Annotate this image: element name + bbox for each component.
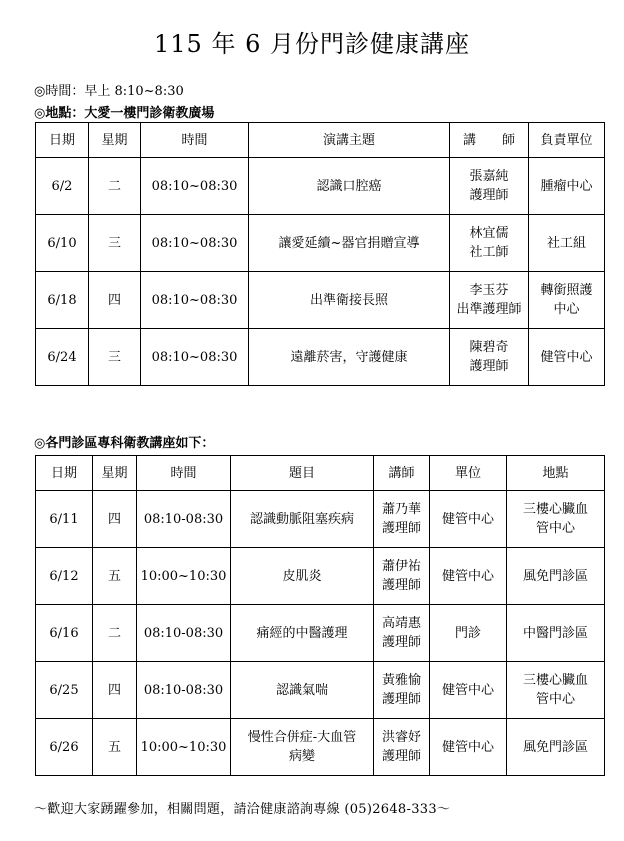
location-cell (507, 605, 605, 662)
date-cell: 6/25 (36, 662, 93, 719)
speaker-cell-line: 護理師 (469, 188, 509, 203)
speaker-cell (450, 158, 529, 215)
speaker-cell-line: 高靖惠 (381, 616, 421, 631)
table-header-row (36, 456, 605, 491)
table-row (36, 719, 605, 776)
unit-cell (529, 329, 605, 386)
topic-cell (231, 662, 374, 719)
column-header: 講 師 (450, 123, 529, 158)
topic-cell (231, 491, 374, 548)
location-cell (507, 491, 605, 548)
weekday-cell: 三 (89, 215, 141, 272)
table-row (36, 605, 605, 662)
time-cell: 08:10~08:30 (141, 158, 249, 215)
column-header: 日期 (36, 456, 93, 491)
unit-cell (529, 158, 605, 215)
column-header: 時間 (137, 456, 231, 491)
column-header: 地點 (507, 456, 605, 491)
topic-cell-line: 認識動脈阻塞疾病 (249, 511, 354, 527)
topic-cell: 讓愛延續~器官捐贈宣導 (249, 215, 450, 272)
speaker-cell-line: 李玉芬 (469, 283, 509, 298)
time-cell: 08:10-08:30 (137, 491, 231, 548)
topic-cell (231, 548, 374, 605)
topic-cell-line: 皮肌炎 (282, 568, 322, 584)
main-schedule-table (35, 122, 605, 386)
location-cell-line: 風免門診區 (522, 739, 588, 755)
speaker-cell-line: 蕭伊祐 (381, 559, 421, 574)
column-header: 星期 (93, 456, 137, 491)
weekday-cell: 二 (93, 605, 137, 662)
time-cell: 08:10~08:30 (141, 329, 249, 386)
date-cell: 6/18 (36, 272, 89, 329)
topic-cell: 出準衛接長照 (249, 272, 450, 329)
weekday-cell: 五 (93, 719, 137, 776)
weekday-cell: 五 (93, 548, 137, 605)
unit-cell-line: 腫瘤中心 (540, 178, 593, 194)
speaker-cell-line: 護理師 (381, 692, 421, 707)
unit-cell: 健管中心 (430, 548, 507, 605)
location-cell (507, 662, 605, 719)
speaker-cell-line: 護理師 (381, 749, 421, 764)
speaker-cell-line: 護理師 (381, 521, 421, 536)
specialty-schedule-table (35, 455, 605, 776)
location-cell-line: 管中心 (535, 521, 575, 536)
unit-cell-line: 轉銜照護 (540, 283, 593, 298)
column-header: 負責單位 (529, 123, 605, 158)
table-row (36, 491, 605, 548)
date-cell: 6/16 (36, 605, 93, 662)
unit-cell-line: 中心 (553, 302, 580, 317)
column-header: 單位 (430, 456, 507, 491)
date-cell: 6/12 (36, 548, 93, 605)
topic-cell-line: 病變 (288, 749, 315, 764)
column-header: 星期 (89, 123, 141, 158)
location-cell-line: 三樓心臟血 (522, 673, 588, 688)
weekday-cell: 二 (89, 158, 141, 215)
column-header: 時間 (141, 123, 249, 158)
location-cell (507, 719, 605, 776)
unit-cell-line: 健管中心 (540, 349, 593, 365)
weekday-cell: 四 (89, 272, 141, 329)
speaker-cell (374, 662, 430, 719)
time-cell: 08:10~08:30 (141, 272, 249, 329)
date-cell: 6/11 (36, 491, 93, 548)
time-cell: 08:10~08:30 (141, 215, 249, 272)
weekday-cell: 四 (93, 662, 137, 719)
footer-note: ～歡迎大家踴躍參加，相關問題，請洽健康諮詢專線 (05)2648-333～ (34, 802, 451, 817)
location-cell-line: 風免門診區 (522, 568, 588, 584)
topic-cell (231, 605, 374, 662)
date-cell: 6/2 (36, 158, 89, 215)
page-title: 115 年 6 月份門診健康講座 (154, 30, 470, 58)
speaker-cell-line: 護理師 (469, 359, 509, 374)
location-cell (507, 548, 605, 605)
topic-cell: 遠離菸害，守護健康 (249, 329, 450, 386)
event-time: ◎時間：早上 8:10~8:30 (34, 84, 184, 99)
table-header-row (36, 123, 605, 158)
table-row (36, 548, 605, 605)
unit-cell-line: 社工組 (546, 235, 586, 251)
column-header: 演講主題 (249, 123, 450, 158)
table-row (36, 662, 605, 719)
speaker-cell-line: 蕭乃華 (381, 502, 421, 517)
date-cell: 6/26 (36, 719, 93, 776)
time-cell: 08:10-08:30 (137, 605, 231, 662)
unit-cell: 門診 (430, 605, 507, 662)
speaker-cell-line: 黃雅愉 (381, 673, 421, 688)
time-cell: 08:10-08:30 (137, 662, 231, 719)
speaker-cell (374, 548, 430, 605)
speaker-cell (374, 719, 430, 776)
date-cell: 6/24 (36, 329, 89, 386)
date-cell: 6/10 (36, 215, 89, 272)
table-row (36, 215, 605, 272)
column-header: 題目 (231, 456, 374, 491)
speaker-cell-line: 林宜儒 (469, 226, 509, 241)
speaker-cell (450, 215, 529, 272)
unit-cell: 健管中心 (430, 662, 507, 719)
speaker-cell (450, 329, 529, 386)
event-place: ◎地點：大愛一樓門診衛教廣場 (34, 106, 215, 121)
weekday-cell: 四 (93, 491, 137, 548)
topic-cell: 認識口腔癌 (249, 158, 450, 215)
topic-cell (231, 719, 374, 776)
section2-heading: ◎各門診區專科衛教講座如下： (34, 436, 215, 451)
table-row (36, 272, 605, 329)
location-cell-line: 三樓心臟血 (522, 502, 588, 517)
topic-cell-line: 慢性合併症-大血管 (247, 730, 357, 745)
speaker-cell-line: 出準護理師 (456, 302, 522, 317)
unit-cell (529, 272, 605, 329)
topic-cell-line: 認識氣喘 (275, 682, 328, 698)
column-header: 講師 (374, 456, 430, 491)
speaker-cell (374, 605, 430, 662)
unit-cell (529, 215, 605, 272)
speaker-cell-line: 護理師 (381, 635, 421, 650)
speaker-cell (374, 491, 430, 548)
location-cell-line: 管中心 (535, 692, 575, 707)
speaker-cell-line: 社工師 (469, 245, 509, 260)
column-header: 日期 (36, 123, 89, 158)
table-row (36, 329, 605, 386)
speaker-cell-line: 張嘉純 (469, 169, 509, 184)
speaker-cell-line: 護理師 (381, 578, 421, 593)
unit-cell: 健管中心 (430, 719, 507, 776)
speaker-cell-line: 陳碧奇 (469, 340, 509, 355)
location-cell-line: 中醫門診區 (522, 625, 588, 641)
unit-cell: 健管中心 (430, 491, 507, 548)
topic-cell-line: 痛經的中醫護理 (256, 625, 348, 641)
time-cell: 10:00~10:30 (137, 719, 231, 776)
time-cell: 10:00~10:30 (137, 548, 231, 605)
table-row (36, 158, 605, 215)
speaker-cell-line: 洪睿妤 (381, 730, 421, 745)
weekday-cell: 三 (89, 329, 141, 386)
speaker-cell (450, 272, 529, 329)
